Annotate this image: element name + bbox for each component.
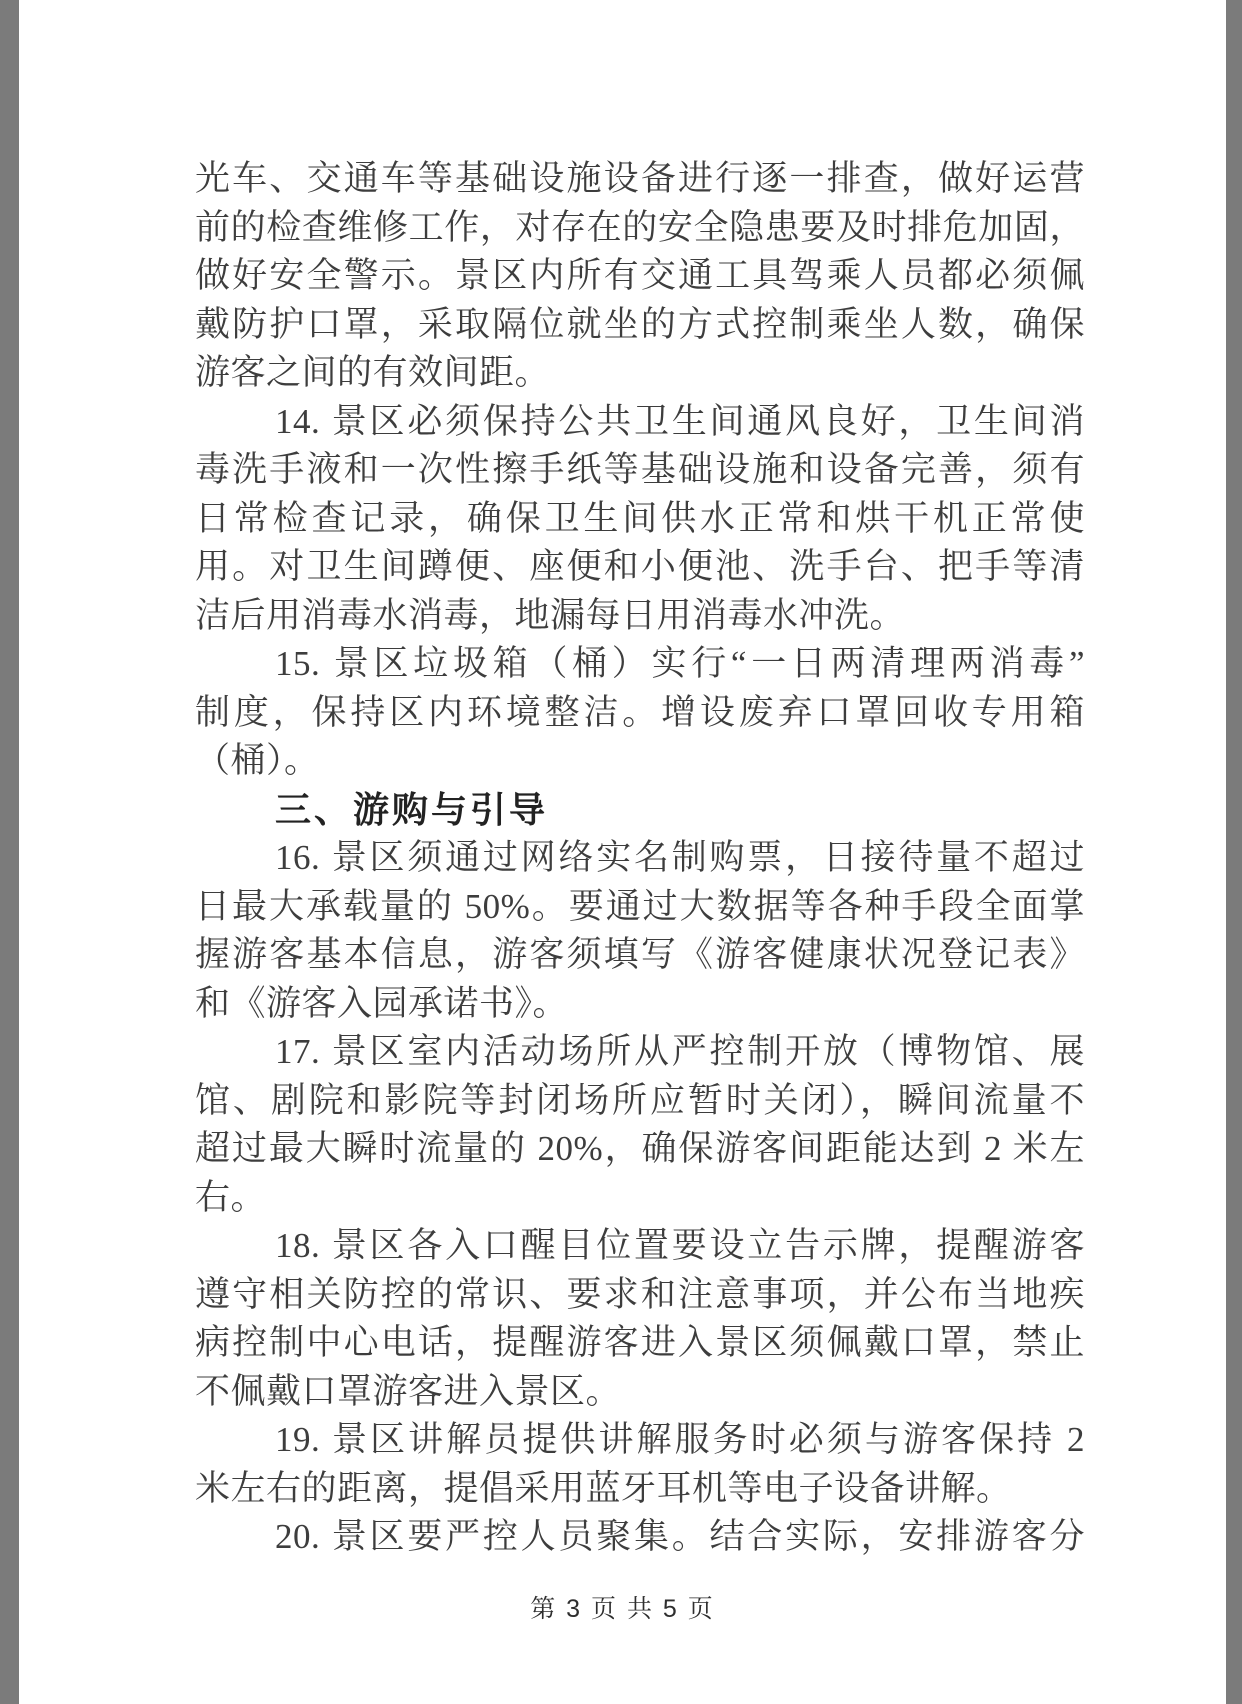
text-line: 游客之间的有效间距。: [195, 353, 551, 392]
text-line: 洁后用消毒水消毒，地漏每日用消毒水冲洗。: [195, 595, 906, 635]
text-line: 制度，保持区内环境整洁。增设废弃口罩回收专用箱: [195, 692, 1085, 732]
text-line: 日常检查记录，确保卫生间供水正常和烘干机正常使: [195, 498, 1085, 538]
text-line: （桶）。: [195, 741, 320, 780]
text-line: 毒洗手液和一次性擦手纸等基础设施和设备完善，须有: [195, 450, 1085, 489]
text-line: 19. 景区讲解员提供讲解服务时必须与游客保持 2: [275, 1420, 1085, 1459]
text-line: 病控制中心电话，提醒游客进入景区须佩戴口罩，禁止: [195, 1323, 1085, 1362]
section-heading: 三、游购与引导: [275, 789, 549, 830]
text-line: 超过最大瞬时流量的 20%，确保游客间距能达到 2 米左: [195, 1129, 1085, 1168]
text-line: 右。: [195, 1177, 267, 1217]
text-line: 用。对卫生间蹲便、座便和小便池、洗手台、把手等清: [195, 547, 1085, 586]
page-body-text: [195, 155, 1085, 1562]
text-line: 20. 景区要严控人员聚集。结合实际，安排游客分: [275, 1517, 1085, 1556]
page-footer: 第 3 页 共 5 页: [530, 1595, 715, 1623]
text-line: 18. 景区各入口醒目位置要设立告示牌，提醒游客: [275, 1226, 1085, 1265]
text-line: 16. 景区须通过网络实名制购票，日接待量不超过: [275, 838, 1085, 877]
text-line: 和《游客入园承诺书》。: [195, 983, 569, 1023]
text-line: 握游客基本信息，游客须填写《游客健康状况登记表》: [195, 935, 1085, 974]
text-line: 日最大承载量的 50%。要通过大数据等各种手段全面掌: [195, 886, 1085, 926]
text-line: 遵守相关防控的常识、要求和注意事项，并公布当地疾: [195, 1274, 1085, 1314]
text-line: 14. 景区必须保持公共卫生间通风良好，卫生间消: [275, 401, 1085, 441]
document-page[interactable]: [19, 0, 1226, 1704]
text-line: 15. 景区垃圾箱（桶）实行“一日两清理两消毒”: [275, 644, 1085, 683]
text-line: 前的检查维修工作，对存在的安全隐患要及时排危加固，: [195, 207, 1085, 247]
text-line: 馆、剧院和影院等封闭场所应暂时关闭），瞬间流量不: [195, 1080, 1085, 1120]
text-line: 戴防护口罩，采取隔位就坐的方式控制乘坐人数，确保: [195, 304, 1085, 344]
text-line: 做好安全警示。景区内所有交通工具驾乘人员都必须佩: [195, 256, 1085, 295]
text-line: 不佩戴口罩游客进入景区。: [195, 1371, 622, 1411]
text-line: 米左右的距离，提倡采用蓝牙耳机等电子设备讲解。: [195, 1468, 1012, 1508]
text-line: 光车、交通车等基础设施设备进行逐一排查，做好运营: [195, 159, 1085, 198]
text-line: 17. 景区室内活动场所从严控制开放（博物馆、展: [275, 1032, 1085, 1071]
